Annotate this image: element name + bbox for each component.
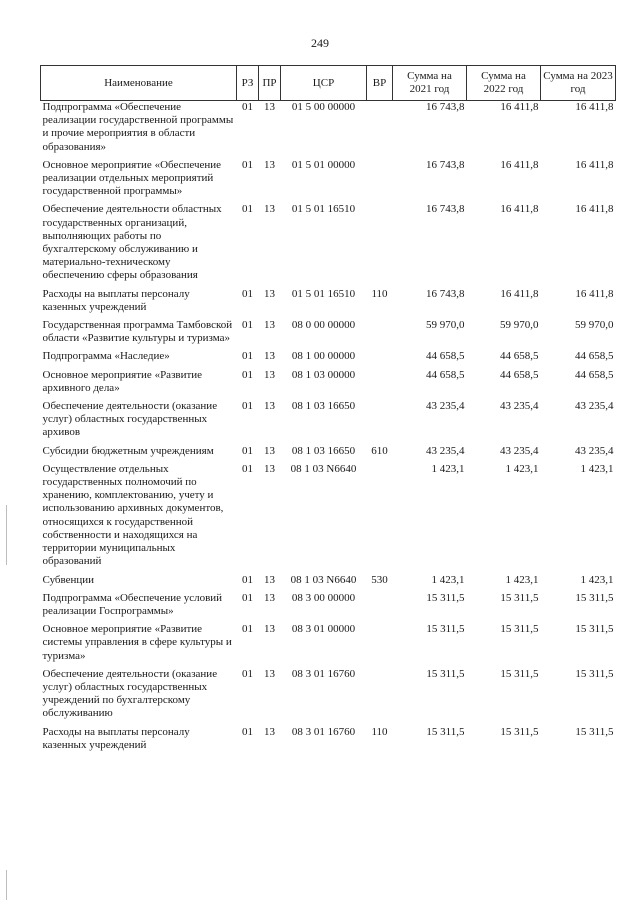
cell-sum-2022: 44 658,5: [500, 350, 539, 363]
cell-sum-2021: 44 658,5: [426, 350, 465, 363]
scan-margin-mark: [6, 870, 7, 900]
cell-csr: 08 3 01 16760: [291, 725, 356, 738]
cell-sum-2021: 15 311,5: [426, 667, 465, 680]
header-sum-2021: Сумма на 2021 год: [393, 66, 467, 101]
header-csr: ЦСР: [281, 66, 367, 101]
cell-vr: [367, 592, 393, 623]
cell-sum-2023: 16 411,8: [575, 101, 614, 113]
table-row: [41, 203, 616, 287]
scan-margin-mark: [6, 505, 7, 565]
table-row: [41, 159, 616, 204]
cell-vr: [367, 350, 393, 368]
cell-sum-2022: 16 411,8: [500, 287, 539, 300]
table-row: [41, 574, 616, 592]
cell-sum-2021: 16 743,8: [426, 158, 465, 171]
cell-sum-2021: 43 235,4: [426, 400, 465, 413]
table-row: [41, 350, 616, 368]
cell-sum-2022: 16 411,8: [500, 158, 539, 171]
cell-name: Подпрограмма «Обеспечение условий реализации Госпрограммы»: [42, 591, 223, 617]
cell-sum-2022: 16 411,8: [500, 203, 539, 216]
cell-rz: 01: [242, 623, 253, 636]
cell-rz: 01: [242, 287, 253, 300]
cell-sum-2022: 15 311,5: [500, 623, 539, 636]
cell-pr: 13: [264, 368, 275, 381]
page-number: 249: [311, 36, 329, 50]
cell-sum-2022: 43 235,4: [500, 400, 539, 413]
cell-name: Субвенции: [42, 573, 95, 586]
cell-pr: 13: [264, 462, 275, 475]
cell-name: Государственная программа Тамбовской области «Развитие культуры и туризма»: [42, 319, 233, 345]
budget-table: [40, 65, 616, 757]
cell-name: Обеспечение деятельности (оказание услуг) областных государственных учреждений по бухгалтерскому обслуживанию: [42, 667, 218, 720]
cell-pr: 13: [264, 591, 275, 604]
table-row: [41, 463, 616, 574]
cell-rz: 01: [242, 725, 253, 738]
cell-sum-2022: 44 658,5: [500, 368, 539, 381]
cell-pr: 13: [264, 444, 275, 457]
table-row: [41, 400, 616, 445]
cell-vr: [367, 101, 393, 159]
cell-rz: 01: [242, 350, 253, 363]
cell-csr: 08 3 00 00000: [291, 591, 356, 604]
cell-sum-2021: 59 970,0: [426, 319, 465, 332]
cell-name: Расходы на выплаты персоналу казенных учреждений: [42, 725, 190, 751]
cell-csr: 08 1 03 16650: [291, 444, 356, 457]
cell-sum-2021: 44 658,5: [426, 368, 465, 381]
cell-csr: 08 1 03 N6640: [290, 573, 357, 586]
cell-sum-2023: 1 423,1: [580, 462, 614, 475]
cell-vr: [367, 319, 393, 350]
cell-sum-2022: 16 411,8: [500, 101, 539, 113]
cell-rz: 01: [242, 319, 253, 332]
cell-sum-2021: 15 311,5: [426, 591, 465, 604]
cell-pr: 13: [264, 350, 275, 363]
cell-vr: [367, 623, 393, 668]
cell-rz: 01: [242, 101, 253, 113]
cell-name: Осуществление отдельных государственных полномочий по хранению, комплектованию, учету и использованию архивных документов, относящихся к государственной собственности и находящихся на территории муниципальных образований: [42, 462, 224, 568]
cell-sum-2023: 44 658,5: [575, 350, 614, 363]
table-row: [41, 101, 616, 159]
cell-csr: 08 3 01 16760: [291, 667, 356, 680]
cell-sum-2022: 43 235,4: [500, 444, 539, 457]
table-header: [41, 66, 616, 101]
cell-rz: 01: [242, 400, 253, 413]
cell-sum-2023: 59 970,0: [575, 319, 614, 332]
cell-vr: [367, 203, 393, 287]
cell-sum-2021: 16 743,8: [426, 203, 465, 216]
cell-name: Субсидии бюджетным учреждениям: [42, 444, 214, 457]
cell-rz: 01: [242, 591, 253, 604]
cell-csr: 01 5 01 00000: [291, 158, 356, 171]
cell-sum-2021: 43 235,4: [426, 444, 465, 457]
cell-sum-2021: 16 743,8: [426, 287, 465, 300]
table-row: [41, 319, 616, 350]
cell-csr: 01 5 01 16510: [291, 287, 356, 300]
cell-sum-2023: 43 235,4: [575, 444, 614, 457]
cell-sum-2023: 16 411,8: [575, 158, 614, 171]
cell-rz: 01: [242, 368, 253, 381]
cell-pr: 13: [264, 203, 275, 216]
table-row: [41, 668, 616, 726]
cell-sum-2023: 15 311,5: [575, 623, 614, 636]
cell-name: Основное мероприятие «Развитие архивного дела»: [42, 368, 203, 394]
cell-rz: 01: [242, 158, 253, 171]
header-name: Наименование: [41, 66, 237, 101]
cell-sum-2023: 15 311,5: [575, 591, 614, 604]
header-vr: ВР: [367, 66, 393, 101]
cell-csr: 08 1 00 00000: [291, 350, 356, 363]
cell-pr: 13: [264, 667, 275, 680]
cell-name: Обеспечение деятельности (оказание услуг) областных государственных архивов: [42, 400, 218, 439]
cell-vr: [367, 400, 393, 445]
cell-csr: 01 5 01 16510: [291, 203, 356, 216]
table-row: [41, 369, 616, 400]
cell-vr: [367, 463, 393, 574]
header-pr: ПР: [259, 66, 281, 101]
table-row: [41, 288, 616, 319]
cell-rz: 01: [242, 573, 253, 586]
cell-csr: 08 3 01 00000: [291, 623, 356, 636]
cell-vr: 610: [371, 444, 388, 457]
table-body: [41, 101, 616, 757]
cell-name: Подпрограмма «Обеспечение реализации государственной программы и прочие мероприятия в области образования»: [42, 101, 234, 153]
cell-sum-2023: 1 423,1: [580, 573, 614, 586]
cell-pr: 13: [264, 101, 275, 113]
cell-sum-2021: 15 311,5: [426, 725, 465, 738]
cell-csr: 08 0 00 00000: [291, 319, 356, 332]
cell-csr: 08 1 03 00000: [291, 368, 356, 381]
cell-name: Основное мероприятие «Обеспечение реализации отдельных мероприятий государственной программы»: [42, 158, 222, 198]
cell-pr: 13: [264, 319, 275, 332]
cell-vr: 110: [371, 725, 388, 738]
cell-sum-2023: 16 411,8: [575, 203, 614, 216]
cell-vr: [367, 159, 393, 204]
cell-sum-2023: 16 411,8: [575, 287, 614, 300]
cell-sum-2023: 15 311,5: [575, 667, 614, 680]
cell-vr: 110: [371, 287, 388, 300]
cell-rz: 01: [242, 444, 253, 457]
cell-csr: 08 1 03 16650: [291, 400, 356, 413]
cell-pr: 13: [264, 287, 275, 300]
cell-csr: 01 5 00 00000: [291, 101, 356, 113]
cell-name: Расходы на выплаты персоналу казенных учреждений: [42, 287, 190, 313]
cell-sum-2023: 43 235,4: [575, 400, 614, 413]
cell-sum-2022: 15 311,5: [500, 725, 539, 738]
header-rz: РЗ: [237, 66, 259, 101]
cell-name: Обеспечение деятельности областных государственных организаций, выполняющих работы по бухгалтерскому обслуживанию и материально-техническому обеспечению сферы образования: [42, 203, 222, 282]
cell-sum-2022: 15 311,5: [500, 591, 539, 604]
table-row: [41, 445, 616, 463]
cell-pr: 13: [264, 623, 275, 636]
cell-name: Основное мероприятие «Развитие системы управления в сфере культуры и туризма»: [42, 623, 232, 662]
cell-sum-2023: 44 658,5: [575, 368, 614, 381]
table-row: [41, 592, 616, 623]
cell-pr: 13: [264, 400, 275, 413]
cell-sum-2022: 1 423,1: [505, 573, 539, 586]
cell-sum-2022: 59 970,0: [500, 319, 539, 332]
cell-csr: 08 1 03 N6640: [290, 462, 357, 475]
cell-sum-2021: 1 423,1: [431, 462, 465, 475]
cell-vr: [367, 369, 393, 400]
header-sum-2022: Сумма на 2022 год: [467, 66, 541, 101]
cell-pr: 13: [264, 573, 275, 586]
cell-vr: [367, 668, 393, 726]
cell-pr: 13: [264, 725, 275, 738]
cell-vr: 530: [371, 573, 388, 586]
cell-sum-2021: 15 311,5: [426, 623, 465, 636]
cell-rz: 01: [242, 667, 253, 680]
cell-rz: 01: [242, 462, 253, 475]
table-row: [41, 726, 616, 757]
header-sum-2023: Сумма на 2023 год: [541, 66, 616, 101]
table-row: [41, 623, 616, 668]
cell-name: Подпрограмма «Наследие»: [42, 350, 170, 363]
cell-sum-2022: 1 423,1: [505, 462, 539, 475]
cell-sum-2021: 1 423,1: [431, 573, 465, 586]
cell-rz: 01: [242, 203, 253, 216]
cell-sum-2023: 15 311,5: [575, 725, 614, 738]
cell-sum-2022: 15 311,5: [500, 667, 539, 680]
cell-pr: 13: [264, 158, 275, 171]
cell-sum-2021: 16 743,8: [426, 101, 465, 113]
